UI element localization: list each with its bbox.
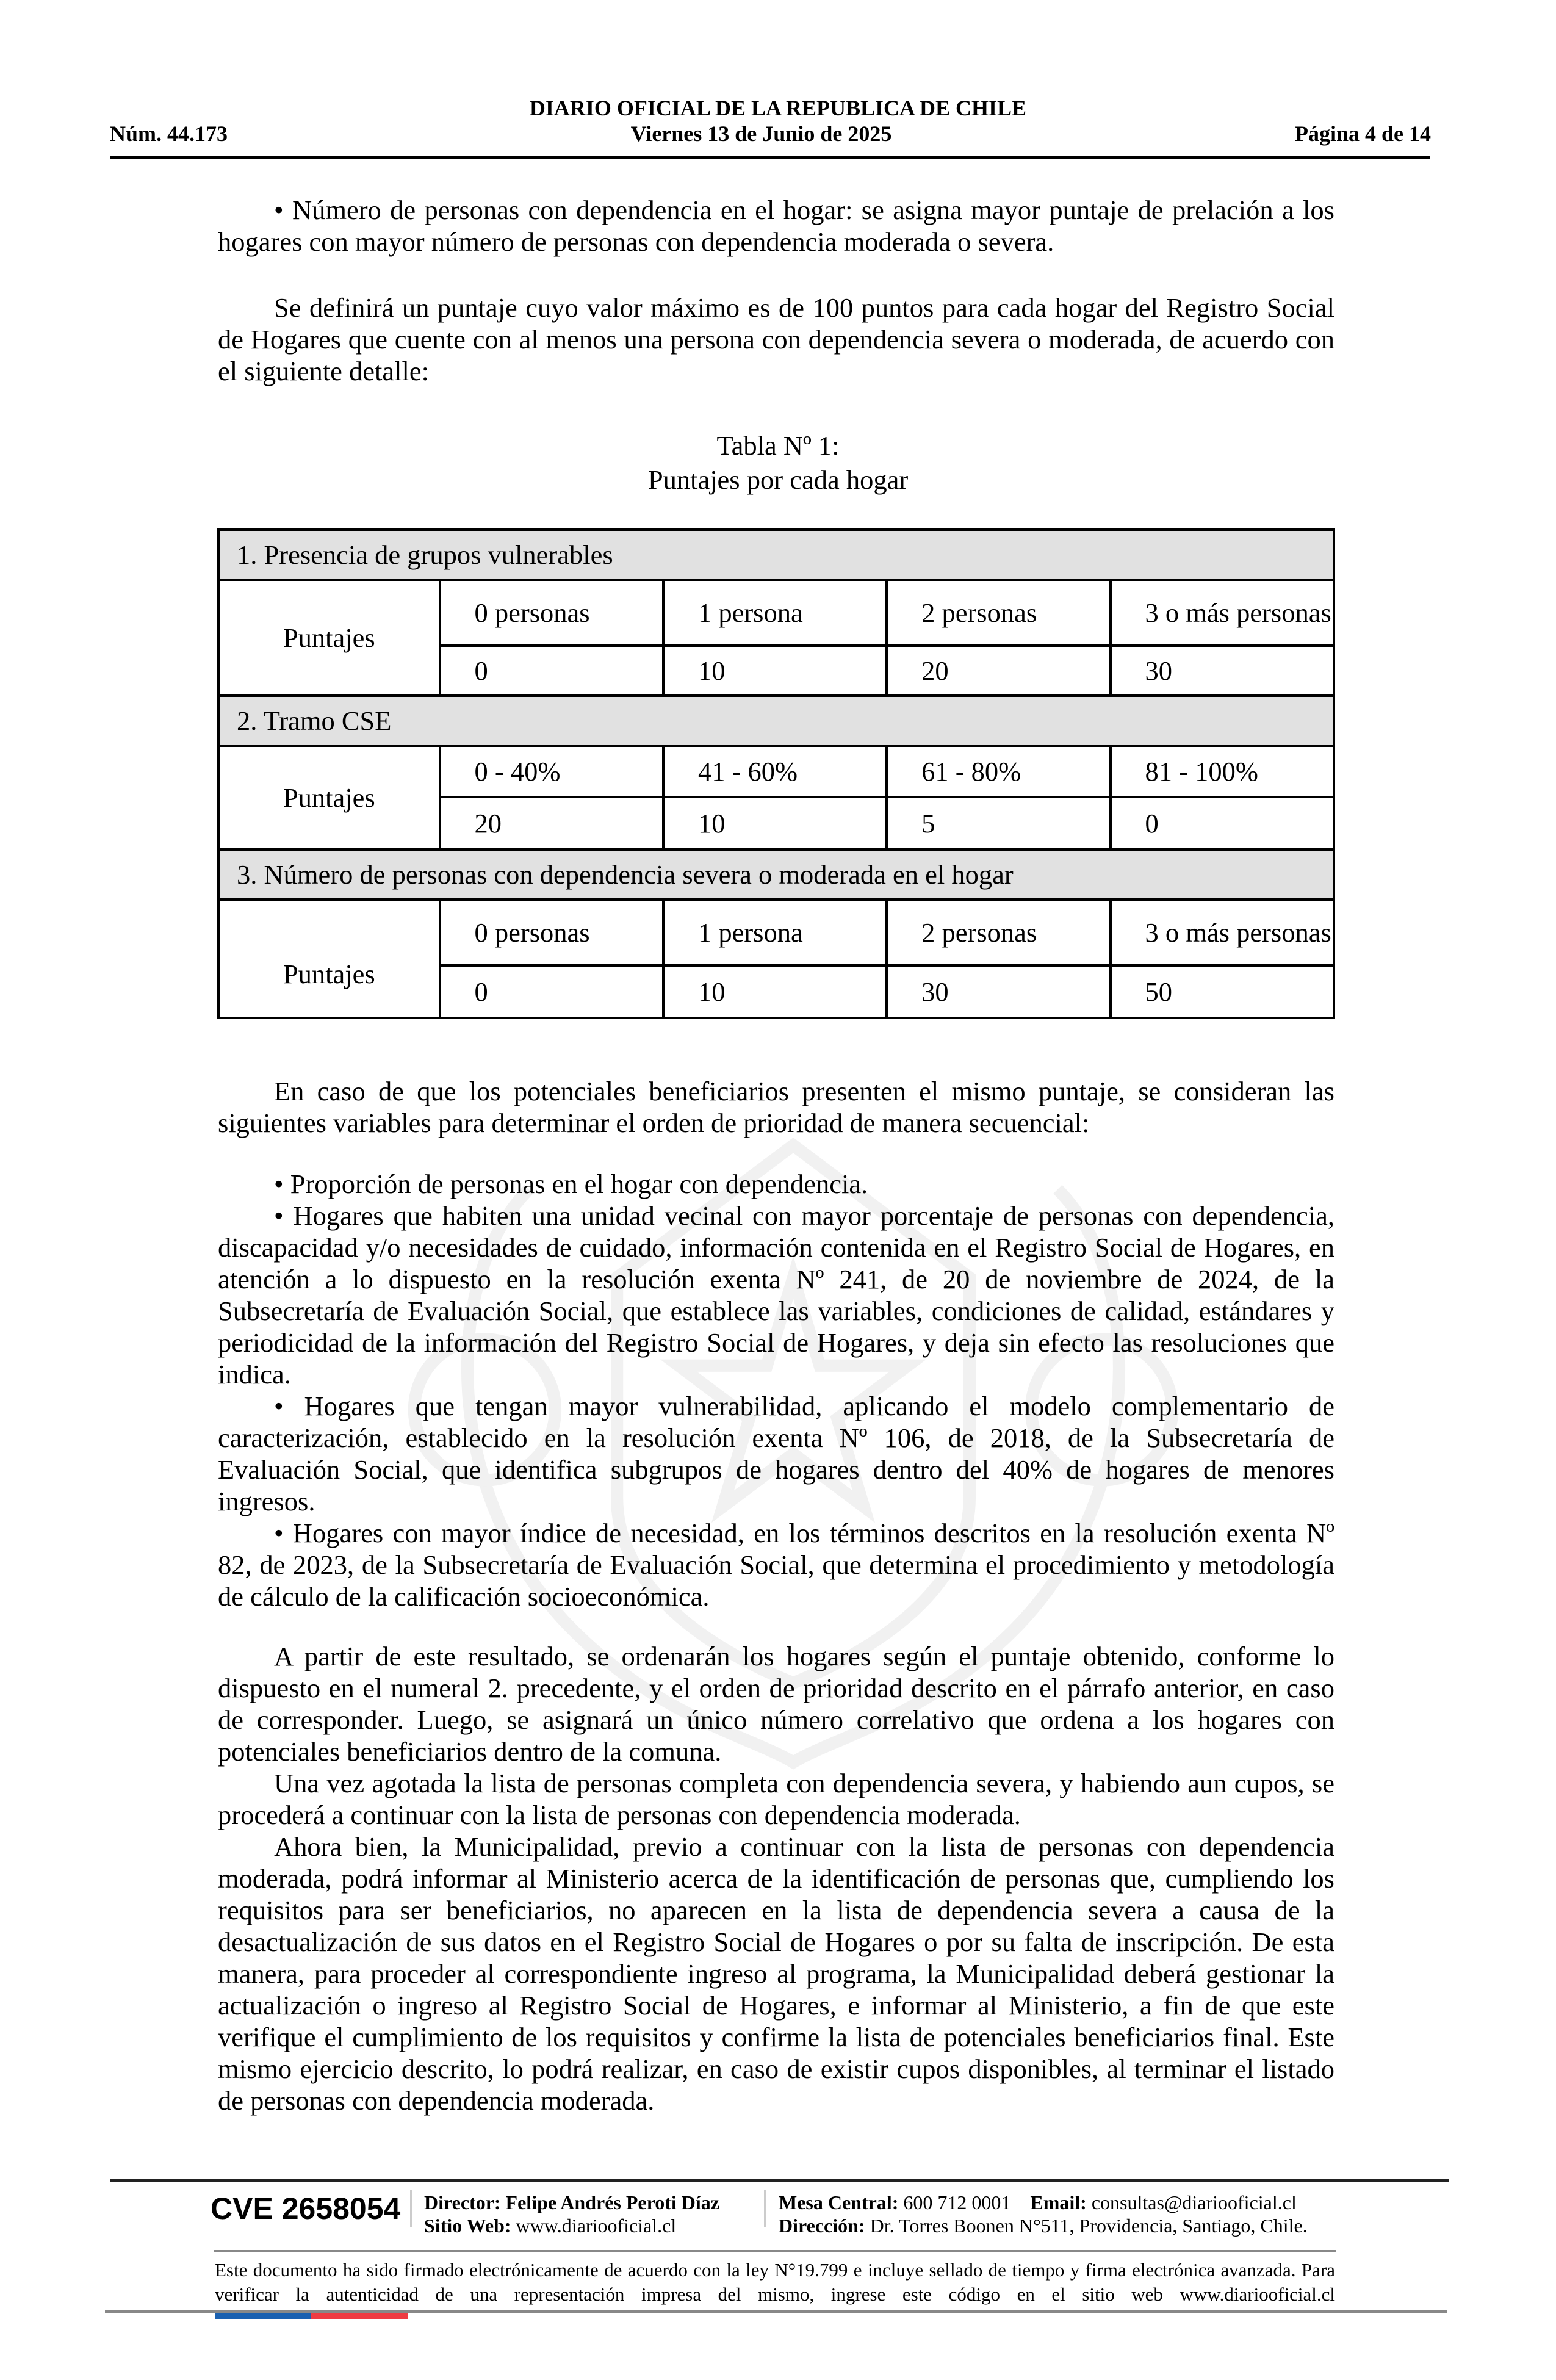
table-caption-title: Puntajes por cada hogar — [647, 464, 909, 495]
value-cell: 20 — [887, 646, 1110, 696]
intro-paragraph: Se definirá un puntaje cuyo valor máximo es de 100 puntos para cada hogar del Registro Social de Hogares que cuente con al menos una persona con dependencia severa o moderada, de acuerdo con el siguiente detalle: — [218, 292, 1334, 386]
scores-table — [217, 528, 1335, 1019]
header-cell: 2 personas — [887, 580, 1110, 646]
header-cell: 41 - 60% — [663, 746, 887, 797]
tie-break-paragraph: En caso de que los potenciales beneficiarios presenten el mismo puntaje, se consideran las siguientes variables para determinar el orden de prioridad de manera secuencial: — [218, 1076, 1334, 1138]
tie-bullet-1: • Proporción de personas en el hogar con dependencia. — [274, 1169, 868, 1199]
tie-bullet-4: • Hogares con mayor índice de necesidad, en los términos descritos en la resolución exenta Nº 82, de 2023, de la Subsecretaría de Evaluación Social, que determina el procedimiento y metodología de cálculo de la calificación socioeconómica. — [218, 1518, 1334, 1612]
value-cell: 10 — [663, 797, 887, 849]
value-cell: 50 — [1111, 965, 1334, 1018]
footer-divider — [110, 2179, 1449, 2182]
publication-title: DIARIO OFICIAL DE LA REPUBLICA DE CHILE — [529, 96, 1027, 120]
flag-stripe-blue — [215, 2313, 311, 2319]
website-label: Sitio Web: — [424, 2215, 511, 2237]
value-cell: 30 — [1111, 646, 1334, 696]
result-paragraph-3: Ahora bien, la Municipalidad, previo a continuar con la lista de personas con dependencia moderada, podrá informar al Ministerio acerca de la identificación de personas que, cumpliendo los requisitos para ser beneficiarios, no aparecen en la lista de dependencia severa a causa de la desactualización de sus datos en el Registro Social de Hogares o por su falta de inscripción. De esta manera, para proceder al correspondiente ingreso al programa, la Municipalidad deberá gestionar la actualización o ingreso al Registro Social de Hogares, e informar al Ministerio, a fin de que este verifique el cumplimiento de los requisitos y confirme la lista de potenciales beneficiarios final. Este mismo ejercicio descrito, lo podrá realizar, en caso de existir cupos disponibles, al terminar el listado de personas con dependencia moderada. — [218, 1831, 1334, 2116]
value-cell: 10 — [663, 965, 887, 1018]
value-cell: 20 — [440, 797, 663, 849]
header-cell: 61 - 80% — [887, 746, 1110, 797]
table-caption-number: Tabla Nº 1: — [716, 430, 840, 461]
address: Dr. Torres Boonen N°511, Providencia, Santiago, Chile. — [870, 2215, 1308, 2237]
footer-contact-block — [779, 2191, 1308, 2237]
row-label: Puntajes — [218, 746, 440, 849]
page-number: Página 4 de 14 — [1294, 121, 1431, 146]
address-label: Dirección: — [779, 2215, 865, 2237]
header-cell: 81 - 100% — [1111, 746, 1334, 797]
email-label: Email: — [1030, 2191, 1087, 2213]
header-cell: 0 personas — [440, 580, 663, 646]
tie-bullet-2: • Hogares que habiten una unidad vecinal con mayor porcentaje de personas con dependencia, discapacidad y/o necesidades de cuidado, información contenida en el Registro Social de Hogares, en atención a lo dispuesto en la resolución exenta Nº 241, de 20 de noviembre de 2024, de la Subsecretaría de Evaluación Social, que establece las variables, condiciones de calidad, estándares y periodicidad de la información del Registro Social de Hogares, y deja sin efecto las resoluciones que indica. — [218, 1200, 1334, 1390]
phone-label: Mesa Central: — [779, 2191, 899, 2213]
header-cell: 2 personas — [887, 900, 1110, 965]
header-divider — [110, 156, 1430, 159]
cve-code: CVE 2658054 — [211, 2191, 401, 2226]
header-cell: 0 - 40% — [440, 746, 663, 797]
value-cell: 5 — [887, 797, 1110, 849]
row-label: Puntajes — [218, 580, 440, 696]
footer-divider-mid — [214, 2250, 1336, 2252]
section-title: 1. Presencia de grupos vulnerables — [218, 530, 1334, 580]
header-row — [110, 121, 1431, 146]
result-paragraph-2: Una vez agotada la lista de personas completa con dependencia severa, y habiendo aun cupos, se procederá a continuar con la lista de personas con dependencia moderada. — [218, 1768, 1334, 1830]
footer-director-block — [424, 2191, 719, 2237]
section-title: 2. Tramo CSE — [218, 696, 1334, 746]
header-cell: 1 persona — [663, 900, 887, 965]
intro-bullet: • Número de personas con dependencia en el hogar: se asigna mayor puntaje de prelación a los hogares con mayor número de personas con dependencia moderada o severa. — [218, 195, 1334, 257]
header-cell: 3 o más personas — [1111, 580, 1334, 646]
value-cell: 0 — [1111, 797, 1334, 849]
value-cell: 10 — [663, 646, 887, 696]
section-title: 3. Número de personas con dependencia severa o moderada en el hogar — [218, 849, 1334, 900]
row-label: Puntajes — [218, 900, 440, 1018]
result-paragraph-1: A partir de este resultado, se ordenarán los hogares según el puntaje obtenido, conforme lo dispuesto en el numeral 2. precedente, y el orden de prioridad descrito en el párrafo anterior, en caso de corresponder. Luego, se asignará un único número correlativo que ordena a los hogares con potenciales beneficiarios dentro de la comuna. — [218, 1641, 1334, 1767]
website-link[interactable]: www.diariooficial.cl — [516, 2215, 677, 2237]
issue-date: Viernes 13 de Junio de 2025 — [630, 121, 892, 146]
footer-separator — [764, 2190, 766, 2227]
flag-stripe-red — [311, 2313, 408, 2319]
email-link[interactable]: consultas@diariooficial.cl — [1091, 2191, 1297, 2213]
phone-number: 600 712 0001 — [903, 2191, 1011, 2213]
value-cell: 0 — [440, 965, 663, 1018]
header-cell: 1 persona — [663, 580, 887, 646]
issue-number: Núm. 44.173 — [110, 121, 228, 146]
header-cell: 3 o más personas — [1111, 900, 1334, 965]
footer-separator — [410, 2190, 412, 2227]
tie-bullet-3: • Hogares que tengan mayor vulnerabilidad, aplicando el modelo complementario de caracterización, establecido en la resolución exenta Nº 106, de 2018, de la Subsecretaría de Evaluación Social, que identifica subgrupos de hogares dentro del 40% de hogares de menores ingresos. — [218, 1391, 1334, 1516]
legal-notice: Este documento ha sido firmado electrónicamente de acuerdo con la ley N°19.799 e incluye sellado de tiempo y firma electrónica avanzada. Para verificar la autenticidad de una representación impresa del mismo, ingrese este código en el sitio web www.diariooficial.cl — [215, 2259, 1335, 2305]
value-cell: 30 — [887, 965, 1110, 1018]
header-cell: 0 personas — [440, 900, 663, 965]
value-cell: 0 — [440, 646, 663, 696]
director-name: Felipe Andrés Peroti Díaz — [505, 2191, 719, 2213]
director-label: Director: — [424, 2191, 501, 2213]
